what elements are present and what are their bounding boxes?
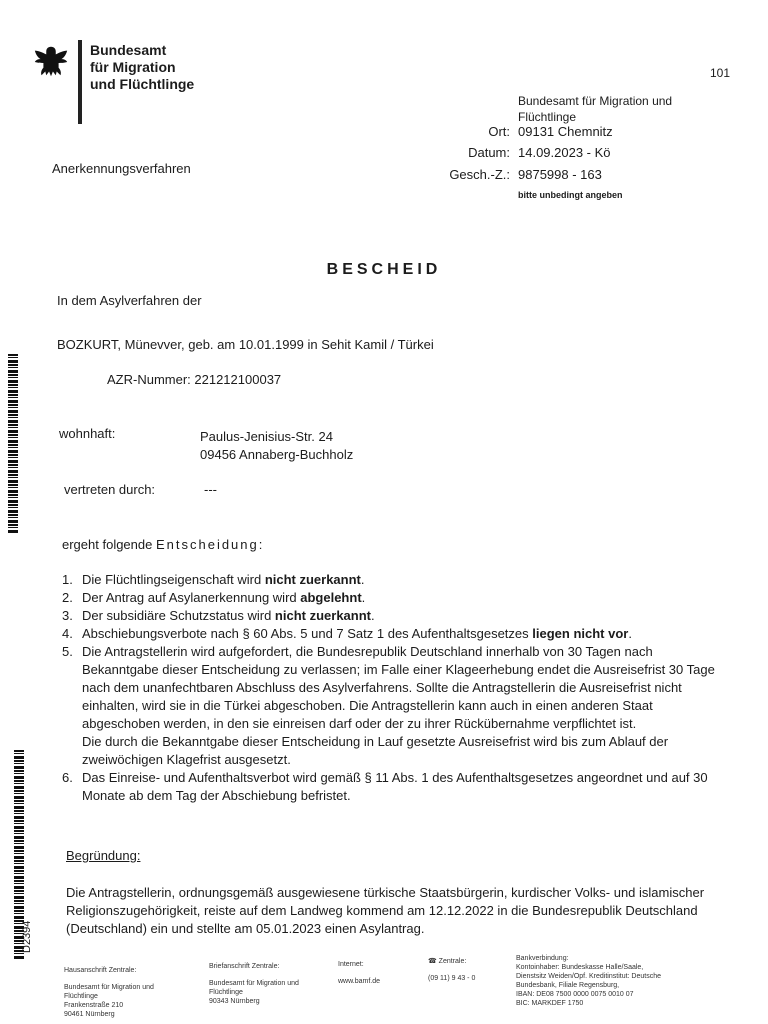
- reason-heading: Begründung:: [66, 848, 141, 863]
- footer-briefanschrift: Briefanschrift Zentrale: Bundesamt für Migration und Flüchtlinge 90343 Nürnberg: [209, 963, 299, 1005]
- azr-number: AZR-Nummer: 221212100037: [107, 372, 282, 387]
- page-number: 101: [710, 66, 731, 80]
- datum-value: 14.09.2023 - Kö: [518, 145, 611, 160]
- decision-item: 4. Abschiebungsverbote nach § 60 Abs. 5 und 7 Satz 1 des Aufenthaltsgesetzes liegen nicht vor.: [62, 626, 632, 641]
- decision-item: 5. Die Antragstellerin wird aufgefordert, die Bundesrepublik Deutschland innerhalb von 30 Tagen nach Bekanntgabe dieser Entscheidung zu verlassen; im Falle einer Klageerhebung endet die Ausreisefrist 30 Tage nach dem unanfechtbaren Abschluss des Asylverfahrens. Sollte die Antragstellerin die Ausreisefrist nicht einhalten, wird sie in die Türkei abgeschoben. Die Antragstellerin kann auch in einen anderen Staat abgeschoben werden, in den sie einreisen darf oder der zu ihrer Rückübernahme verpflichtet ist. Die durch die Bekanntgabe dieser Entscheidung in Lauf gesetzte Ausreisefrist wird bis zum Ablauf der zweiwöchigen Klagefrist ausgesetzt.: [62, 644, 715, 767]
- decision-item: 3. Der subsidiäre Schutzstatus wird nicht zuerkannt.: [62, 608, 375, 623]
- phone-icon-label: ☎ Zentrale:: [428, 958, 467, 965]
- footer-bank: Bankverbindung: Kontoinhaber: Bundeskasse Halle/Saale, Dienstsitz Weiden/Opf. Kreditinstitut: Deutsche Bundesbank, Filiale Regensburg, IBAN: DE08 7500 0000 0075 0010 07 BIC: MARKDEF 1750: [516, 955, 661, 1007]
- barcode-top: [8, 354, 18, 534]
- ort-value: 09131 Chemnitz: [518, 124, 613, 139]
- representative-value: ---: [204, 482, 217, 497]
- logo-divider: [78, 40, 82, 124]
- footer-hausanschrift: Hausanschrift Zentrale: Bundesamt für Migration und Flüchtlinge Frankenstraße 210 90461 Nürnberg: [64, 967, 154, 1018]
- intro-line: In dem Asylverfahren der: [57, 293, 202, 308]
- geschaeftszeichen-value: 9875998 - 163: [518, 167, 602, 182]
- decision-intro: ergeht folgende Entscheidung:: [62, 537, 263, 552]
- reference-hint: bitte unbedingt angeben: [518, 190, 623, 200]
- federal-eagle-icon: [32, 42, 70, 82]
- decision-list: [62, 571, 722, 805]
- address-city: 09456 Annaberg-Buchholz: [200, 447, 354, 462]
- footer-zentrale: ☎ Zentrale: (09 11) 9 43 - 0: [428, 958, 476, 982]
- representative-label: vertreten durch:: [64, 482, 156, 497]
- ort-label: Ort:: [488, 124, 510, 139]
- logo-wordmark: Bundesamt für Migration und Flüchtlinge: [90, 42, 195, 92]
- applicant-line: BOZKURT, Münevver, geb. am 10.01.1999 in Sehit Kamil / Türkei: [57, 337, 434, 352]
- procedure-type: Anerkennungsverfahren: [52, 161, 191, 176]
- datum-label: Datum:: [468, 145, 510, 160]
- address-label: wohnhaft:: [59, 426, 116, 441]
- decision-word: Entscheidung: [155, 537, 259, 552]
- footer-internet: Internet: www.bamf.de: [338, 961, 381, 985]
- address-street: Paulus-Jenisius-Str. 24: [200, 429, 333, 444]
- bamf-logo: [28, 38, 208, 128]
- geschaeftszeichen-label: Gesch.-Z.:: [449, 167, 510, 182]
- decision-item: 2. Der Antrag auf Asylanerkennung wird abgelehnt.: [62, 590, 366, 605]
- document-title: BESCHEID: [326, 261, 442, 278]
- decision-item: 6. Das Einreise- und Aufenthaltsverbot wird gemäß § 11 Abs. 1 des Aufenthaltsgesetzes angeordnet und auf 30 Monate ab dem Tag der Abschiebung befristet.: [62, 770, 708, 803]
- office-name: Bundesamt für Migration und Flüchtlinge: [518, 94, 673, 124]
- side-code: D2394: [21, 920, 33, 953]
- reason-text: Die Antragstellerin, ordnungsgemäß ausgewiesene türkische Staatsbürgerin, kurdischer Volks- und islamischer Religionszugehörigkeit, reiste auf dem Landweg kommend am 12.12.2022 in die Bundesrepublik Deutschland (Deutschland) ein und stellte am 05.01.2023 einen Asylantrag.: [66, 885, 705, 936]
- decision-item: 1. Die Flüchtlingseigenschaft wird nicht zuerkannt.: [62, 572, 365, 587]
